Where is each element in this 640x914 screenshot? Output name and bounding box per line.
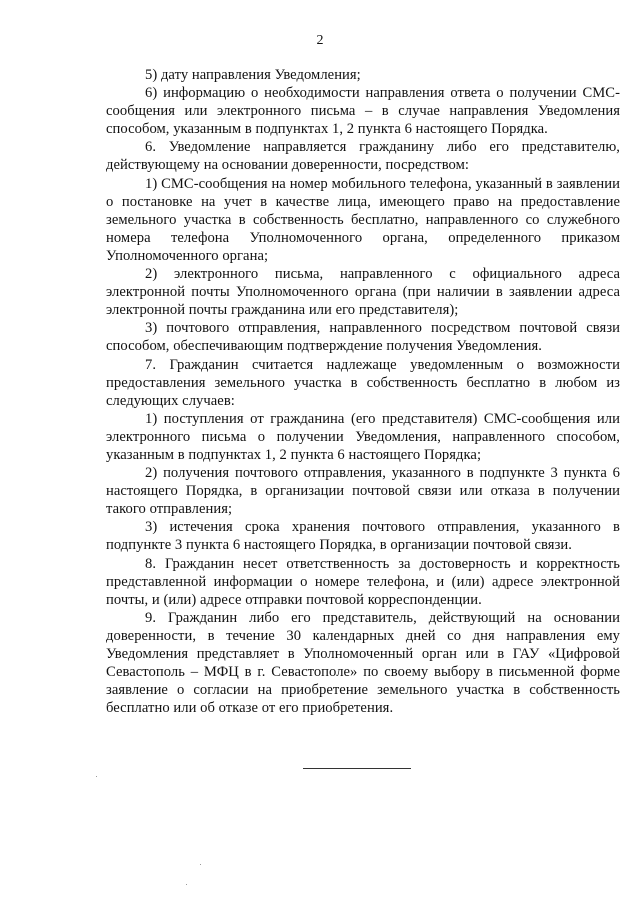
paragraph-clause-7-expiry: 3) истечения срока хранения почтового отправления, указанного в подпункте 3 пункта 6 настоящего Порядка, в организации почтовой связи. xyxy=(106,519,620,554)
scan-speck xyxy=(186,884,187,885)
scan-speck xyxy=(200,864,201,865)
scan-speck xyxy=(96,776,97,777)
page-number: 2 xyxy=(316,33,324,48)
paragraph-clause-7-reply: 1) поступления от гражданина (его представителя) СМС-сообщения или электронного письма о получении Уведомления, направленного способом, указанным в подпунктах 1, 2 пункта 6 настоящего Порядка; xyxy=(106,410,620,463)
paragraph-clause-7: 7. Гражданин считается надлежаще уведомленным о возможности предоставления земельного участка в собственность бесплатно в любом из следующих случаев: xyxy=(106,356,620,409)
paragraph-clause-8: 8. Гражданин несет ответственность за достоверность и корректность представленной информации о номере телефона, и (или) адресе электронной почты, и (или) адресе отправки почтовой корреспонденции. xyxy=(106,555,620,608)
paragraph-clause-6: 6. Уведомление направляется гражданину либо его представителю, действующему на основании доверенности, посредством: xyxy=(106,139,620,174)
paragraph-clause-6-email: 2) электронного письма, направленного с официального адреса электронной почты Уполномоченного органа (при наличии в заявлении адреса электронной почты гражданина или его представителя); xyxy=(106,266,620,319)
paragraph-clause-6-post: 3) почтового отправления, направленного посредством почтовой связи способом, обеспечивающим подтверждение получения Уведомления. xyxy=(106,320,620,355)
paragraph-item-5-date: 5) дату направления Уведомления; xyxy=(145,67,361,83)
paragraph-clause-7-receipt: 2) получения почтового отправления, указанного в подпункте 3 пункта 6 настоящего Порядка, в организации почтовой связи или отказа в получении такого отправления; xyxy=(106,465,620,518)
paragraph-clause-6-sms: 1) СМС-сообщения на номер мобильного телефона, указанный в заявлении о постановке на учет в качестве лица, имеющего право на предоставление земельного участка в собственность бесплатно, направленного со служебного номера телефона Уполномоченного органа, определенного приказом Уполномоченного органа; xyxy=(106,175,620,264)
document-body xyxy=(106,66,620,717)
paragraph-clause-9: 9. Гражданин либо его представитель, действующий на основании доверенности, в течение 30 календарных дней со дня направления ему Уведомления представляет в Уполномоченный орган или в ГАУ «Цифровой Севастополь – МФЦ в г. Севастополе» по своему выбору в письменной форме заявление о согласии на приобретение земельного участка в собственность бесплатно или об отказе от его приобретения. xyxy=(106,609,620,717)
paragraph-item-6-reply-info: 6) информацию о необходимости направления ответа о получении СМС-сообщения или электронного письма – в случае направления Уведомления способом, указанным в подпунктах 1, 2 пункта 6 настоящего Порядка. xyxy=(106,85,620,138)
closing-separator-line xyxy=(303,768,411,769)
